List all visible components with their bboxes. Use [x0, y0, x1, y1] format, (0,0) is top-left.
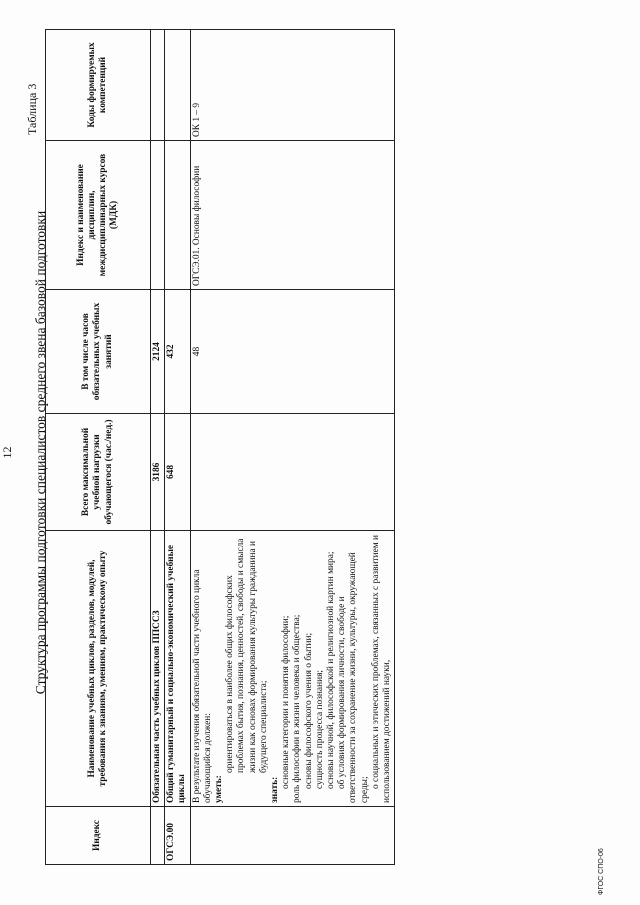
cell-empty — [151, 30, 165, 141]
table-row-total — [151, 30, 165, 865]
cell-empty — [151, 141, 165, 290]
cycle-max-load: 648 — [165, 414, 190, 531]
header-max-load: Всего максимальной учебной нагрузки обучающегося (час./нед.) — [46, 414, 151, 531]
knowledge-item: основы научной, философской и религиозной картин мира; — [326, 551, 337, 789]
cell-empty — [151, 807, 165, 865]
detail-competences: ОК 1 – 9 — [190, 30, 395, 141]
cell-empty — [190, 414, 395, 531]
header-discipline: Индекс и наименование дисциплин, междисциплинарных курсов (МДК) — [46, 141, 151, 290]
table-header-row — [46, 30, 151, 865]
detail-mandatory: 48 — [190, 290, 395, 414]
total-name: Обязательная часть учебных циклов ППССЗ — [151, 531, 165, 807]
table-row-cycle — [165, 30, 190, 865]
structure-table — [45, 29, 395, 865]
cell-empty — [165, 30, 190, 141]
skills-text: ориентироваться в наиболее общих философских проблемах бытия, познания, ценностей, свободы и смысла жизни как основах формирования культуры гражданина и будущего специалиста; — [225, 538, 269, 773]
total-max-load: 3186 — [151, 414, 165, 531]
table-label: Таблица 3 — [25, 83, 39, 135]
knowledge-item: основные категории и понятия философии; — [281, 615, 292, 789]
header-competences: Коды формируемых компетенций — [46, 30, 151, 141]
header-mandatory: В том числе часов обязательных учебных занятий — [46, 290, 151, 414]
detail-discipline: ОГСЭ.01. Основы философии — [190, 141, 395, 290]
page-number: 12 — [0, 446, 14, 459]
header-name: Наименование учебных циклов, разделов, модулей, требования к знаниям, умениям, практическому опыту — [46, 531, 151, 807]
knowledge-item: роль философии в жизни человека и общества; — [292, 614, 303, 803]
knowledge-label: знать: — [270, 776, 281, 803]
knowledge-item: основы философского учения о бытии; — [303, 632, 314, 789]
total-mandatory: 2124 — [151, 290, 165, 414]
cycle-index: ОГСЭ.00 — [165, 807, 190, 865]
footer-code: ФГОС СПО-06 — [598, 848, 605, 895]
cell-empty — [190, 807, 395, 865]
table-row-detail — [190, 30, 395, 865]
knowledge-item: сущность процесса познания; — [314, 669, 325, 789]
skills-label: уметь: — [214, 775, 225, 803]
cycle-name: Общий гуманитарный и социально-экономический учебные циклы — [165, 531, 190, 807]
detail-requirements — [190, 531, 395, 807]
page-title: Структура программы подготовки специалистов среднего звена базовой подготовки — [33, 210, 48, 695]
cell-empty — [165, 141, 190, 290]
knowledge-item: об условиях формирования личности, свободе и ответственности за сохранение жизни, культуры, окружающей среды; — [337, 552, 370, 803]
header-index: Индекс — [46, 807, 151, 865]
detail-intro: В результате изучения обязательной части учебного цикла обучающийся должен: — [191, 569, 213, 803]
knowledge-item: о социальных и этических проблемах, связанных с развитием и использованием достижений науки, — [370, 534, 393, 803]
cycle-mandatory: 432 — [165, 290, 190, 414]
